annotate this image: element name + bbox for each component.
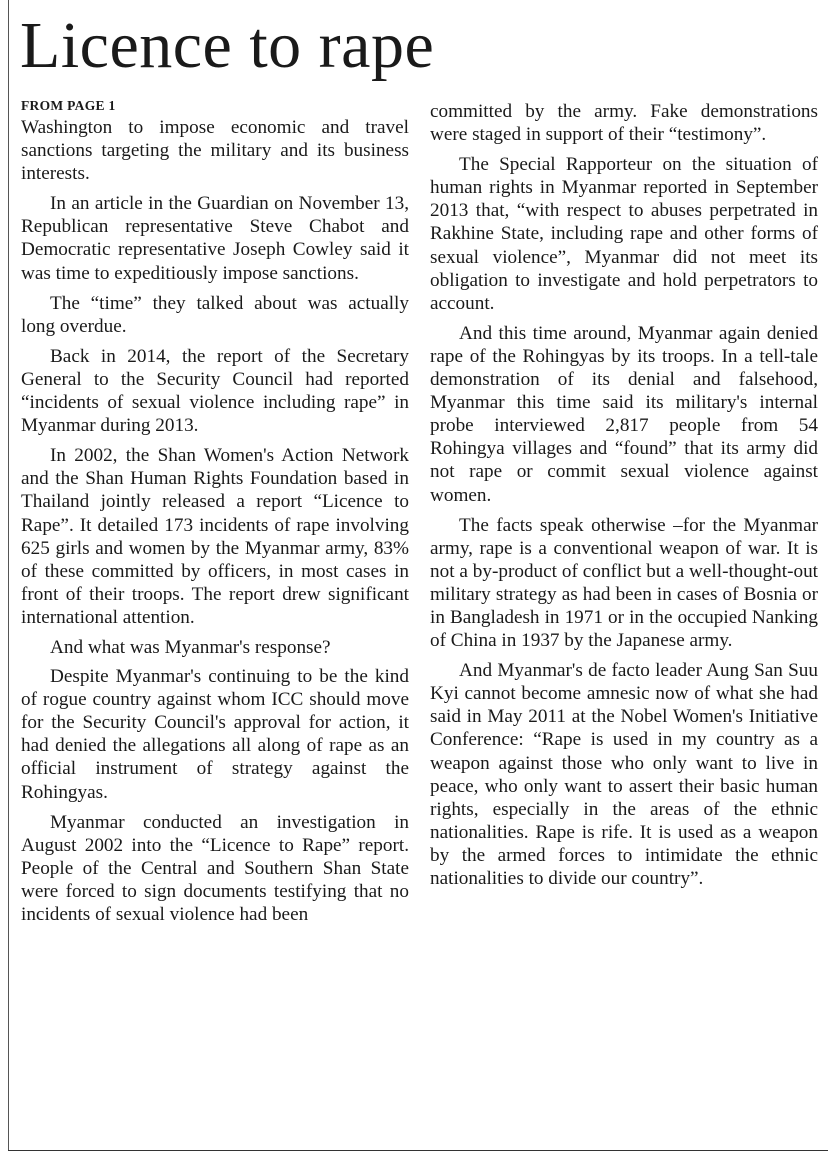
paragraph: Myanmar conducted an investigation in August 2002 into the “Licence to Rape” report. People of the Central and Southern Shan State were forced to sign documents testifying that no incidents of sexual violence had been bbox=[21, 811, 409, 925]
paragraph: In an article in the Guardian on November 13, Republican representative Steve Chabot and Democratic representative Joseph Cowley said it was time to expeditiously impose sanctions. bbox=[21, 193, 409, 284]
article-column-left bbox=[21, 96, 409, 933]
paragraph: In 2002, the Shan Women's Action Network and the Shan Human Rights Foundation based in Thailand jointly released a report “Licence to Rape”. It detailed 173 incidents of rape involving 625 girls and women by the Myanmar army, 83% of these committed by officers, in most cases in front of their troops. The report drew significant international attention. bbox=[21, 445, 409, 628]
column-rule-left bbox=[8, 0, 9, 1150]
paragraph: Back in 2014, the report of the Secretary General to the Security Council had reported “incidents of sexual violence including rape” in Myanmar during 2013. bbox=[21, 345, 409, 437]
paragraph: committed by the army. Fake demonstrations were staged in support of their “testimony”. bbox=[430, 101, 818, 146]
paragraph: Despite Myanmar's continuing to be the kind of rogue country against whom ICC should move for the Security Council's approval for action, it had denied the allegations all along of rape as an official instrument of strategy against the Rohingyas. bbox=[21, 666, 409, 803]
paragraph: The Special Rapporteur on the situation of human rights in Myanmar reported in September 2013 that, “with respect to abuses perpetrated in Rakhine State, including rape and other forms of sexual violence”, Myanmar did not meet its obligation to investigate and hold perpetrators to account. bbox=[430, 154, 818, 314]
bottom-rule bbox=[8, 1150, 828, 1151]
kicker: FROM PAGE 1 bbox=[21, 98, 116, 113]
paragraph: The “time” they talked about was actually long overdue. bbox=[21, 292, 409, 337]
paragraph: Washington to impose economic and travel sanctions targeting the military and its business interests. bbox=[21, 117, 409, 185]
article-column-right bbox=[430, 100, 818, 897]
paragraph: And what was Myanmar's response? bbox=[50, 636, 331, 658]
paragraph: And Myanmar's de facto leader Aung San Suu Kyi cannot become amnesic now of what she had said in May 2011 at the Nobel Women's Initiative Conference: “Rape is used in my country as a weapon against those who only want to live in peace, who only want to assert their basic human rights, especially in the areas of the ethnic nationalities. Rape is rife. It is used as a weapon by the armed forces to intimidate the ethnic nationalities to divide our country”. bbox=[430, 660, 818, 889]
paragraph: The facts speak otherwise –for the Myanmar army, rape is a conventional weapon of war. It is not a by-product of conflict but a well-thought-out military strategy as had been in cases of Bosnia or in Bangladesh in 1971 or in the occupied Nanking of China in 1937 by the Japanese army. bbox=[430, 514, 818, 652]
paragraph: And this time around, Myanmar again denied rape of the Rohingyas by its troops. In a tell-tale demonstration of its denial and falsehood, Myanmar this time said its military's internal probe interviewed 2,817 people from 54 Rohingya villages and “found” that its army did not rape or commit sexual violence against women. bbox=[430, 322, 818, 506]
headline: Licence to rape bbox=[20, 9, 435, 82]
